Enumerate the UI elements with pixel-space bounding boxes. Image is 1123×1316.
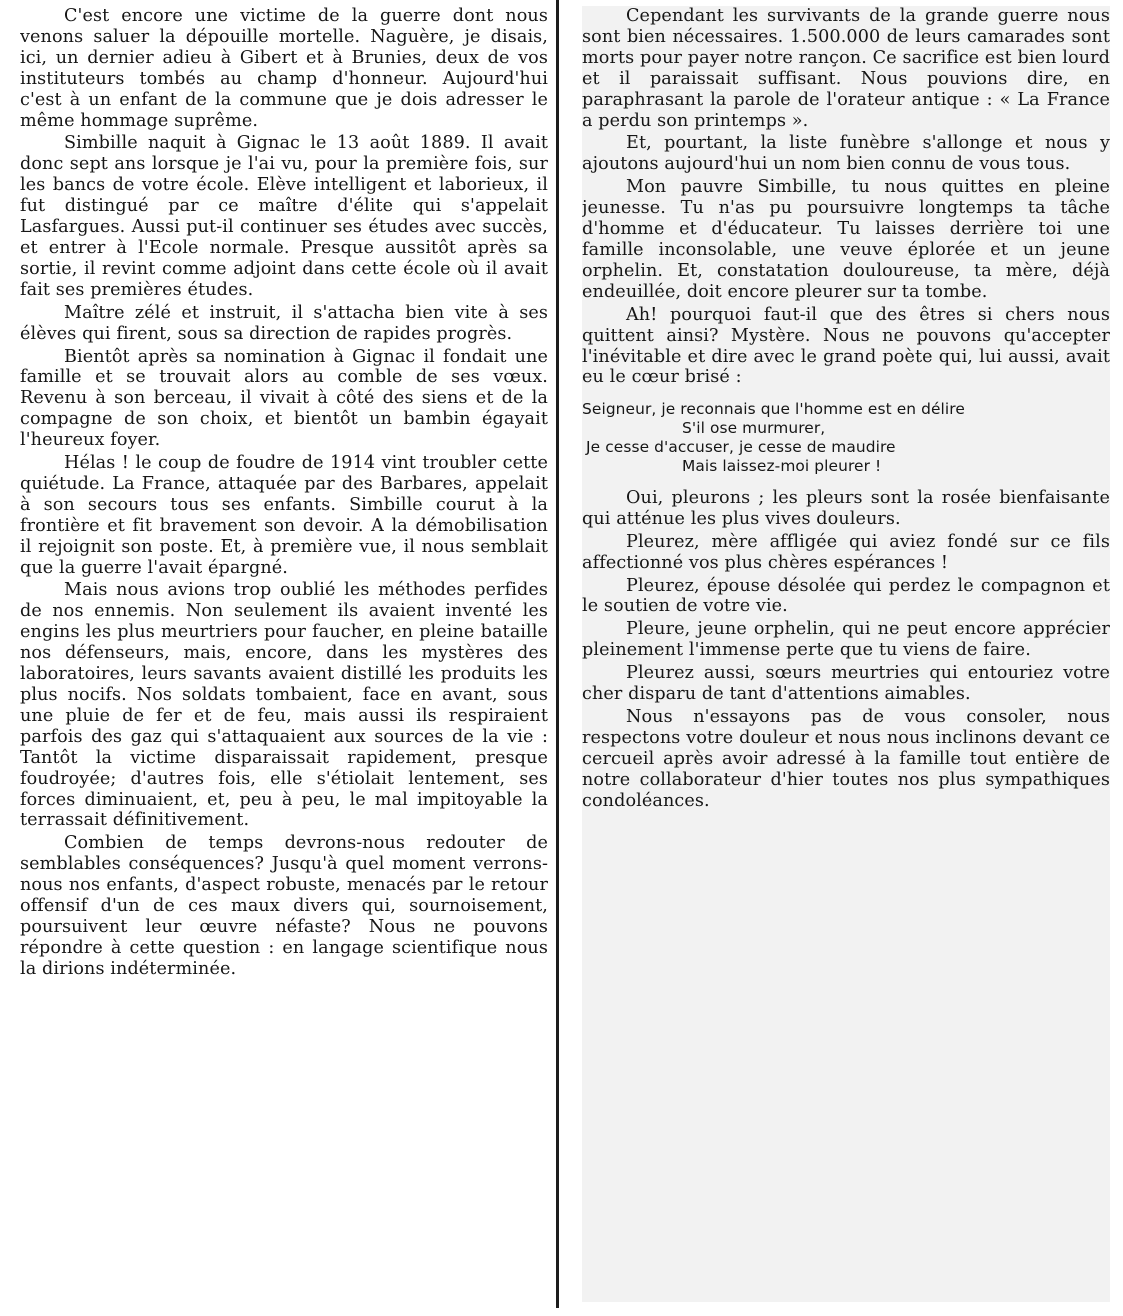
left-paragraph-4: Bientôt après sa nomination à Gignac il fondait une famille et se trouvait alors au comble de ses vœux. Revenu à son berceau, il vivait à côté des siens et de la compagne de son choix, et bientôt un bambin égayait l'heureux foyer. [20, 346, 548, 451]
poem-quote [582, 400, 1110, 476]
poem-line-1: Seigneur, je reconnais que l'homme est en délire [582, 400, 965, 419]
right-paragraph-9: Pleurez aussi, sœurs meurtries qui entouriez votre cher disparu de tant d'attentions aimables. [582, 663, 1110, 705]
right-paragraph-5: Oui, pleurons ; les pleurs sont la rosée bienfaisante qui atténue les plus vives douleurs. [582, 487, 1110, 529]
right-paragraph-1: Cependant les survivants de la grande guerre nous sont bien nécessaires. 1.500.000 de leurs camarades sont morts pour payer notre rançon. Ce sacrifice est bien lourd et il paraissait suffisant. Nous pouvions dire, en paraphrasant la parole de l'orateur antique : « La France a perdu son printemps ». [582, 6, 1110, 131]
poem-line-4: Mais laissez-moi pleurer ! [682, 457, 882, 476]
right-paragraph-4: Ah! pourquoi faut-il que des êtres si chers nous quittent ainsi? Mystère. Nous ne pouvons qu'accepter l'inévitable et dire avec le grand poète qui, lui aussi, avait eu le cœur brisé : [582, 304, 1110, 388]
right-column [582, 6, 1110, 1302]
left-paragraph-1: C'est encore une victime de la guerre dont nous venons saluer la dépouille mortelle. Naguère, je disais, ici, un dernier adieu à Gibert et à Brunies, deux de vos instituteurs tombés au champ d'honneur. Aujourd'hui c'est à un enfant de la commune que je dois adresser le même hommage suprême. [20, 6, 548, 131]
poem-line-2: S'il ose murmurer, [682, 419, 826, 438]
right-paragraph-10: Nous n'essayons pas de vous consoler, nous respectons votre douleur et nous nous inclinons devant ce cercueil après avoir adressé à la famille tout entière de notre collaborateur d'hier toutes nos plus sympathiques condoléances. [582, 707, 1110, 811]
left-paragraph-2: Simbille naquit à Gignac le 13 août 1889. Il avait donc sept ans lorsque je l'ai vu, pour la première fois, sur les bancs de votre école. Elève intelligent et laborieux, il fut distingué par ce maître d'élite qui s'appelait Lasfargues. Aussi put-il continuer ses études avec succès, et entrer à l'Ecole normale. Presque aussitôt après sa sortie, il revint comme adjoint dans cette école où il avait fait ses premières études. [20, 133, 548, 300]
poem-line-3: Je cesse d'accuser, je cesse de maudire [586, 438, 896, 457]
right-paragraph-2: Et, pourtant, la liste funèbre s'allonge et nous y ajoutons aujourd'hui un nom bien connu de vous tous. [582, 133, 1110, 175]
right-paragraph-7: Pleurez, épouse désolée qui perdez le compagnon et le soutien de votre vie. [582, 575, 1110, 617]
left-paragraph-7: Combien de temps devrons-nous redouter de semblables conséquences? Jusqu'à quel moment verrons-nous nos enfants, d'aspect robuste, menacés par le retour offensif d'un de ces maux divers qui, sournoisement, poursuivent leur œuvre néfaste? Nous ne pouvons répondre à cette question : en langage scientifique nous la dirions indéterminée. [20, 833, 548, 979]
right-paragraph-3: Mon pauvre Simbille, tu nous quittes en pleine jeunesse. Tu n'as pu poursuivre longtemps ta tâche d'homme et d'éducateur. Tu laisses derrière toi une famille inconsolable, une veuve éplorée et un jeune orphelin. Et, constatation douloureuse, ta mère, déjà endeuillée, doit encore pleurer sur ta tombe. [582, 177, 1110, 302]
right-paragraph-6: Pleurez, mère affligée qui aviez fondé sur ce fils affectionné vos plus chères espérances ! [582, 531, 1110, 573]
left-paragraph-6: Mais nous avions trop oublié les méthodes perfides de nos ennemis. Non seulement ils avaient inventé les engins les plus meurtriers pour faucher, en pleine bataille nos défenseurs, mais, encore, dans les mystères des laboratoires, leurs savants avaient distillé les produits les plus nocifs. Nos soldats tombaient, face en avant, sous une pluie de fer et de feu, mais aussi ils respiraient parfois des gaz qui s'attaquaient aux sources de la vie : Tantôt la victime disparaissait rapidement, presque foudroyée; d'autres fois, elle s'étiolait lentement, ses forces diminuaient, et, peu à peu, le mal impitoyable la terrassait définitivement. [20, 580, 548, 831]
left-column [20, 6, 548, 1302]
left-paragraph-3: Maître zélé et instruit, il s'attacha bien vite à ses élèves qui firent, sous sa direction de rapides progrès. [20, 302, 548, 344]
right-paragraph-8: Pleure, jeune orphelin, qui ne peut encore apprécier pleinement l'immense perte que tu viens de faire. [582, 619, 1110, 661]
column-divider [556, 0, 559, 1308]
left-paragraph-5: Hélas ! le coup de foudre de 1914 vint troubler cette quiétude. La France, attaquée par des Barbares, appelait à son secours tous ses enfants. Simbille courut à la frontière et fit bravement son devoir. A la démobilisation il rejoignit son poste. Et, à première vue, il nous semblait que la guerre l'avait épargné. [20, 453, 548, 578]
